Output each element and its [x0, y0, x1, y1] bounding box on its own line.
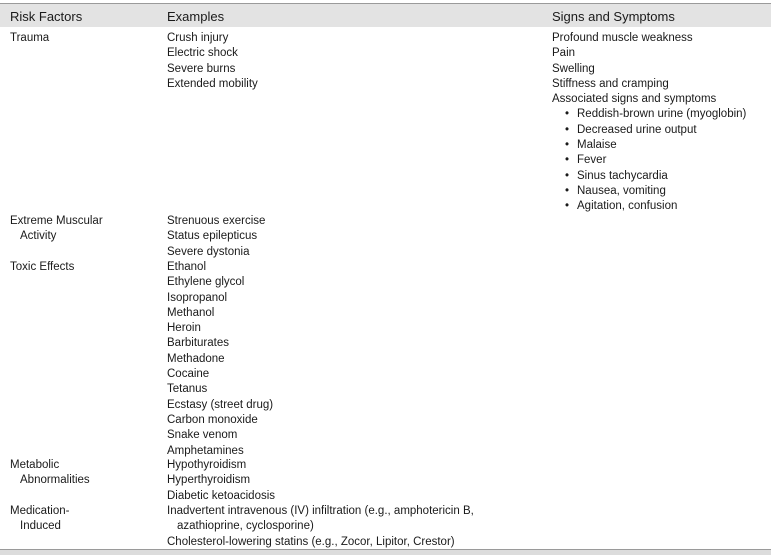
bullet-text: Decreased urine output	[577, 123, 697, 136]
example-item: Status epilepticus	[167, 230, 258, 243]
bullet-icon: •	[565, 200, 570, 213]
example-item: Severe dystonia	[167, 245, 250, 258]
example-item: Isopropanol	[167, 291, 228, 304]
bullet-item	[552, 107, 746, 122]
example-item: Extended mobility	[167, 77, 258, 90]
sign-item: Associated signs and symptoms	[552, 93, 717, 106]
example-item: Cholesterol-lowering statins (e.g., Zocor, Lipitor, Crestor)	[167, 535, 455, 548]
risk-factor-trauma	[10, 31, 49, 46]
risk-factor-metabolic	[10, 458, 90, 489]
risk-factor-line: Medication-	[10, 505, 70, 517]
example-item: Snake venom	[167, 429, 238, 442]
example-item: Severe burns	[167, 62, 236, 75]
sign-item: Pain	[552, 47, 576, 60]
example-item: Amphetamines	[167, 444, 244, 457]
example-item: Methanol	[167, 306, 215, 319]
bullet-item	[552, 199, 746, 214]
bullet-item	[552, 138, 746, 153]
table-header	[0, 3, 771, 27]
example-item: Diabetic ketoacidosis	[167, 489, 276, 502]
risk-factor-muscular	[10, 214, 103, 245]
bullet-text: Malaise	[577, 139, 617, 152]
bullet-text: Fever	[577, 154, 607, 167]
risk-factor-line: Metabolic	[10, 459, 60, 471]
bullet-text: Sinus tachycardia	[577, 169, 668, 182]
bullet-text: Reddish-brown urine (myoglobin)	[577, 108, 747, 121]
sign-item: Profound muscle weakness	[552, 32, 693, 44]
risk-factor-line: Toxic Effects	[10, 261, 75, 273]
examples-toxic	[167, 260, 273, 459]
table-bottom-rule	[0, 549, 771, 555]
header-examples: Examples	[167, 9, 225, 24]
header-risk-factors: Risk Factors	[10, 9, 83, 24]
examples-medication	[167, 504, 474, 550]
bullet-item	[552, 153, 746, 168]
signs-symptoms-trauma	[552, 31, 746, 215]
example-item: Ecstasy (street drug)	[167, 398, 274, 411]
example-item: Carbon monoxide	[167, 413, 258, 426]
example-item: Tetanus	[167, 383, 208, 396]
example-item: Barbiturates	[167, 337, 230, 350]
example-item: Crush injury	[167, 32, 229, 44]
header-signs-symptoms: Signs and Symptoms	[552, 9, 675, 24]
bullet-text: Agitation, confusion	[577, 200, 678, 213]
risk-factor-line: Abnormalities	[20, 474, 90, 487]
sign-item: Stiffness and cramping	[552, 77, 669, 90]
bullet-icon: •	[565, 108, 570, 121]
example-item: Electric shock	[167, 47, 238, 60]
example-item: azathioprine, cyclosporine)	[177, 520, 314, 533]
example-item: Ethylene glycol	[167, 276, 245, 289]
risk-factor-line: Induced	[20, 520, 61, 533]
bullet-item	[552, 123, 746, 138]
bullet-icon: •	[565, 184, 570, 197]
associated-symptoms-list	[552, 107, 746, 214]
example-item: Heroin	[167, 322, 201, 335]
risk-factor-toxic	[10, 260, 74, 275]
example-item: Inadvertent intravenous (IV) infiltration (e.g., amphotericin B,	[167, 505, 474, 517]
examples-metabolic	[167, 458, 275, 504]
example-item: Cocaine	[167, 368, 210, 381]
example-item: Strenuous exercise	[167, 215, 266, 227]
example-item: Ethanol	[167, 261, 207, 273]
example-item: Methadone	[167, 352, 225, 365]
bullet-icon: •	[565, 139, 570, 152]
bullet-icon: •	[565, 154, 570, 167]
risk-factor-medication	[10, 504, 69, 535]
risk-factor-line: Extreme Muscular	[10, 215, 103, 227]
bullet-item	[552, 169, 746, 184]
bullet-item	[552, 184, 746, 199]
bullet-icon: •	[565, 169, 570, 182]
example-item: Hyperthyroidism	[167, 474, 251, 487]
example-item: Hypothyroidism	[167, 459, 247, 471]
sign-item: Swelling	[552, 62, 595, 75]
examples-trauma	[167, 31, 258, 92]
risk-factor-line: Trauma	[10, 32, 50, 44]
bullet-icon: •	[565, 123, 570, 136]
bullet-text: Nausea, vomiting	[577, 184, 666, 197]
risk-factor-line: Activity	[20, 230, 57, 243]
examples-muscular	[167, 214, 265, 260]
